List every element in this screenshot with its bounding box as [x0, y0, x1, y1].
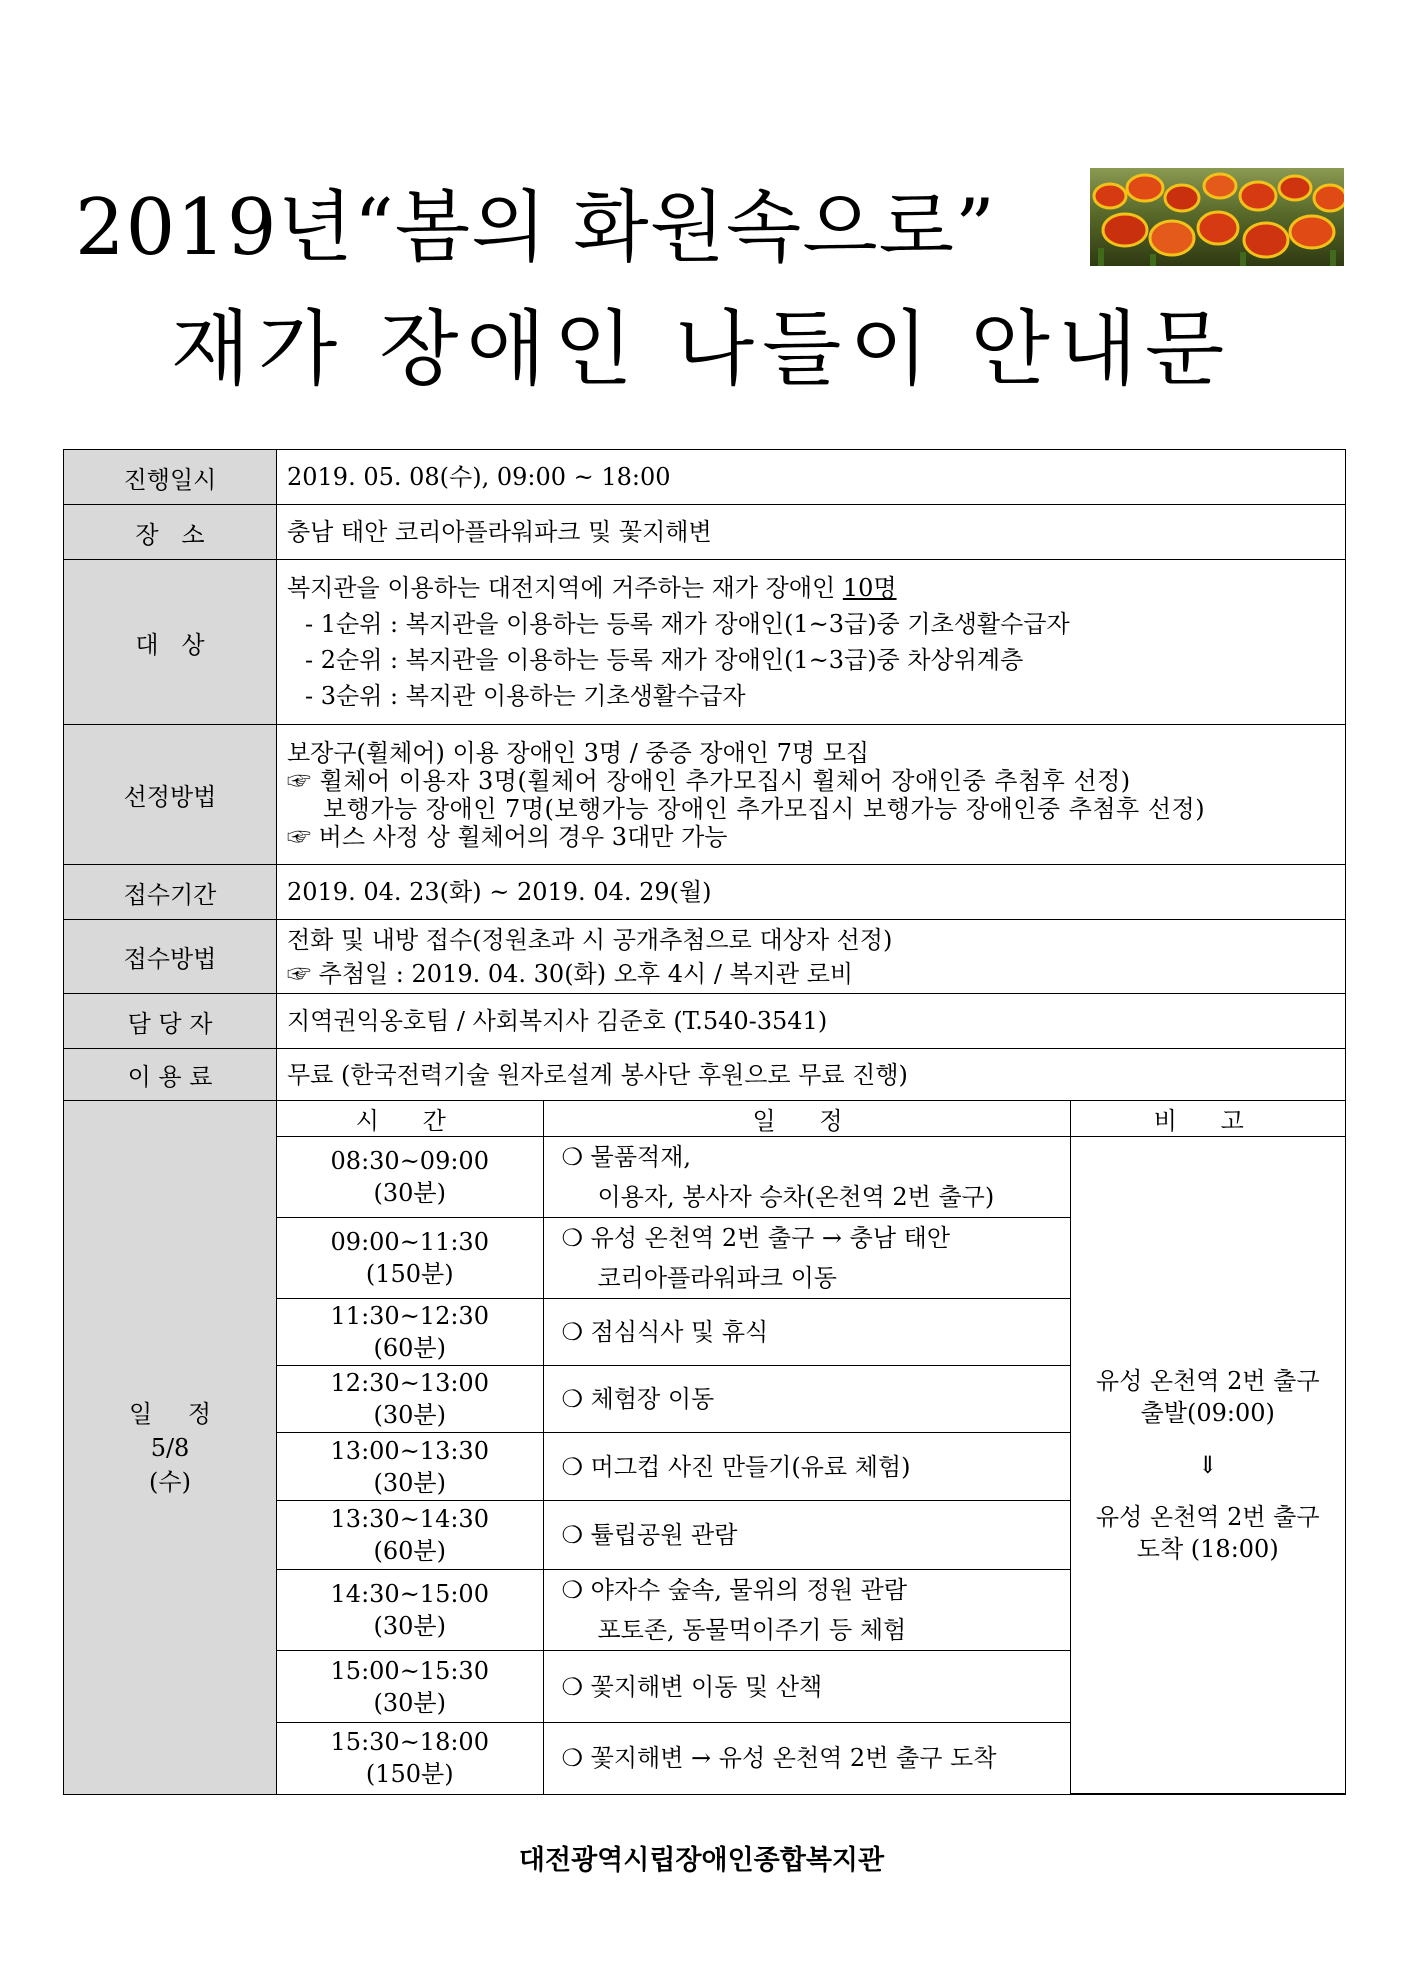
- activity-text: 물품적재,: [590, 1143, 692, 1171]
- activity-cell: [543, 1218, 1070, 1299]
- target-value: [277, 560, 1346, 725]
- place-value: 충남 태안 코리아플라워파크 및 꽃지해변: [277, 505, 1346, 560]
- bullet-icon: ❍: [561, 1521, 584, 1549]
- info-table: [63, 449, 1346, 1795]
- time-range: 12:30~13:00: [330, 1369, 489, 1397]
- down-arrow-icon: ⇓: [1197, 1451, 1218, 1479]
- schedule-row: [277, 1137, 1345, 1218]
- activity-cell: [543, 1366, 1070, 1433]
- activity-line: [562, 1570, 1070, 1610]
- selection-line2: ☞ 휠체어 이용자 3명(휠체어 장애인 추가모집시 휠체어 장애인중 추첨후 선정): [287, 766, 1131, 795]
- target-rank1: - 1순위 : 복지관을 이용하는 등록 재가 장애인(1~3급)중 기초생활수급자: [305, 610, 1070, 638]
- activity-line: [562, 1137, 1070, 1177]
- row-period: [64, 865, 1346, 920]
- target-rank3: - 3순위 : 복지관 이용하는 기초생활수급자: [305, 682, 746, 710]
- activity-cell: [543, 1137, 1070, 1218]
- duration: (30분): [373, 1401, 446, 1429]
- activity-text: 머그컵 사진 만들기(유료 체험): [590, 1452, 911, 1481]
- place-label: 장 소: [64, 505, 277, 560]
- tulip-photo: [1090, 168, 1344, 266]
- time-range: 14:30~15:00: [330, 1580, 489, 1608]
- time-cell: [277, 1137, 543, 1218]
- activity-line: [562, 1515, 1070, 1555]
- manager-label: 담 당 자: [64, 994, 277, 1049]
- bullet-icon: ❍: [561, 1318, 584, 1346]
- selection-line4: ☞ 버스 사정 상 휠체어의 경우 3대만 가능: [287, 822, 728, 851]
- bullet-icon: ❍: [561, 1224, 584, 1252]
- time-range: 15:30~18:00: [330, 1728, 489, 1757]
- activity-text: 체험장 이동: [590, 1385, 715, 1413]
- period-value: 2019. 04. 23(화) ~ 2019. 04. 29(월): [277, 865, 1346, 920]
- note-depart-time: 출발(09:00): [1140, 1399, 1275, 1427]
- selection-label: 선정방법: [64, 725, 277, 865]
- activity-line: [562, 1379, 1070, 1419]
- duration: (30분): [373, 1688, 446, 1717]
- selection-line1: 보장구(휠체어) 이용 장애인 3명 / 중증 장애인 7명 모집: [287, 738, 870, 767]
- method-label: 접수방법: [64, 920, 277, 994]
- fee-label: 이 용 료: [64, 1049, 277, 1101]
- activity-text-2: 이용자, 봉사자 승차(온천역 2번 출구): [597, 1183, 995, 1211]
- row-date: [64, 450, 1346, 505]
- fee-value: 무료 (한국전력기술 원자로설계 봉사단 후원으로 무료 진행): [277, 1049, 1346, 1101]
- time-range: 09:00~11:30: [330, 1228, 489, 1256]
- target-main: [287, 570, 1345, 606]
- bullet-icon: ❍: [561, 1452, 584, 1481]
- time-range: 08:30~09:00: [330, 1147, 489, 1175]
- time-range: 13:00~13:30: [330, 1436, 489, 1465]
- activity-text-2: 코리아플라워파크 이동: [597, 1264, 837, 1292]
- method-line2: ☞ 추첨일 : 2019. 04. 30(화) 오후 4시 / 복지관 로비: [287, 959, 854, 988]
- activity-text: 튤립공원 관람: [590, 1521, 738, 1549]
- time-cell: [277, 1218, 543, 1299]
- time-range: 11:30~12:30: [330, 1302, 489, 1330]
- row-place: [64, 505, 1346, 560]
- bullet-icon: ❍: [561, 1143, 584, 1171]
- activity-cell: [543, 1433, 1070, 1501]
- title-line-2: 재가 장애인 나들이 안내문: [170, 302, 1233, 397]
- duration: (30분): [373, 1179, 446, 1207]
- activity-text: 점심식사 및 휴식: [590, 1318, 769, 1346]
- activity-line: [562, 1312, 1070, 1352]
- target-label: 대 상: [64, 560, 277, 725]
- time-cell: [277, 1723, 543, 1794]
- bullet-icon: ❍: [561, 1744, 584, 1773]
- row-target: [64, 560, 1346, 725]
- schedule-table: [277, 1101, 1345, 1794]
- activity-text: 꽃지해변 → 유성 온천역 2번 출구 도착: [590, 1744, 997, 1773]
- row-schedule: [64, 1101, 1346, 1795]
- date-label: 진행일시: [64, 450, 277, 505]
- target-count: 10명: [842, 574, 897, 602]
- date-value: 2019. 05. 08(수), 09:00 ~ 18:00: [277, 450, 1346, 505]
- bullet-icon: ❍: [561, 1385, 584, 1413]
- schedule-cell: [277, 1101, 1346, 1795]
- row-fee: [64, 1049, 1346, 1101]
- period-label: 접수기간: [64, 865, 277, 920]
- duration: (30분): [373, 1468, 446, 1497]
- time-cell: [277, 1433, 543, 1501]
- time-cell: [277, 1501, 543, 1570]
- time-cell: [277, 1570, 543, 1651]
- title-line-1: 2019년“봄의 화원속으로”: [75, 183, 996, 273]
- header-plan: 일 정: [543, 1101, 1070, 1137]
- header-note: 비 고: [1070, 1101, 1345, 1137]
- schedule-label-3: (수): [149, 1467, 191, 1496]
- duration: (150분): [365, 1260, 454, 1288]
- activity-cell: [543, 1723, 1070, 1794]
- activity-text: 유성 온천역 2번 출구 → 충남 태안: [590, 1224, 951, 1252]
- target-rank2: - 2순위 : 복지관을 이용하는 등록 재가 장애인(1~3급)중 차상위계층: [305, 646, 1024, 674]
- schedule-label-1: 일 정: [129, 1399, 225, 1428]
- note-arrive-place: 유성 온천역 2번 출구: [1095, 1503, 1320, 1531]
- row-selection: [64, 725, 1346, 865]
- method-value: [277, 920, 1346, 994]
- activity-line: [562, 1667, 1070, 1707]
- note-cell: [1070, 1137, 1345, 1794]
- activity-text: 야자수 숲속, 물위의 정원 관람: [590, 1576, 908, 1604]
- duration: (60분): [373, 1537, 446, 1565]
- target-main-text: 복지관을 이용하는 대전지역에 거주하는 재가 장애인: [287, 574, 843, 602]
- duration: (150분): [365, 1760, 454, 1789]
- duration: (30분): [373, 1612, 446, 1640]
- schedule-label: [64, 1101, 277, 1795]
- time-cell: [277, 1366, 543, 1433]
- manager-value: 지역권익옹호팀 / 사회복지사 김준호 (T.540-3541): [277, 994, 1346, 1049]
- bullet-icon: ❍: [561, 1576, 584, 1604]
- duration: (60분): [373, 1334, 446, 1362]
- activity-line: [562, 1738, 1070, 1778]
- selection-line3: 보행가능 장애인 7명(보행가능 장애인 추가모집시 보행가능 장애인중 추첨후 선정): [323, 794, 1206, 823]
- time-range: 13:30~14:30: [330, 1505, 489, 1533]
- activity-cell: [543, 1299, 1070, 1366]
- schedule-header: [277, 1101, 1345, 1137]
- bullet-icon: ❍: [561, 1672, 584, 1701]
- method-line1: 전화 및 내방 접수(정원초과 시 공개추첨으로 대상자 선정): [287, 925, 893, 954]
- selection-value: [277, 725, 1346, 865]
- activity-text-2: 포토존, 동물먹이주기 등 체험: [597, 1616, 907, 1644]
- activity-text: 꽃지해변 이동 및 산책: [590, 1672, 823, 1701]
- schedule-label-2: 5/8: [150, 1433, 190, 1462]
- row-manager: [64, 994, 1346, 1049]
- header-time: 시 간: [277, 1101, 543, 1137]
- activity-cell: [543, 1651, 1070, 1723]
- activity-cell: [543, 1570, 1070, 1651]
- row-method: [64, 920, 1346, 994]
- activity-line: [562, 1218, 1070, 1258]
- organization-name: 대전광역시립장애인종합복지관: [518, 1845, 885, 1876]
- note-depart-place: 유성 온천역 2번 출구: [1095, 1367, 1320, 1395]
- time-cell: [277, 1299, 543, 1366]
- time-range: 15:00~15:30: [330, 1656, 489, 1685]
- time-cell: [277, 1651, 543, 1723]
- activity-cell: [543, 1501, 1070, 1570]
- note-arrive-time: 도착 (18:00): [1136, 1535, 1279, 1563]
- activity-line: [562, 1447, 1070, 1487]
